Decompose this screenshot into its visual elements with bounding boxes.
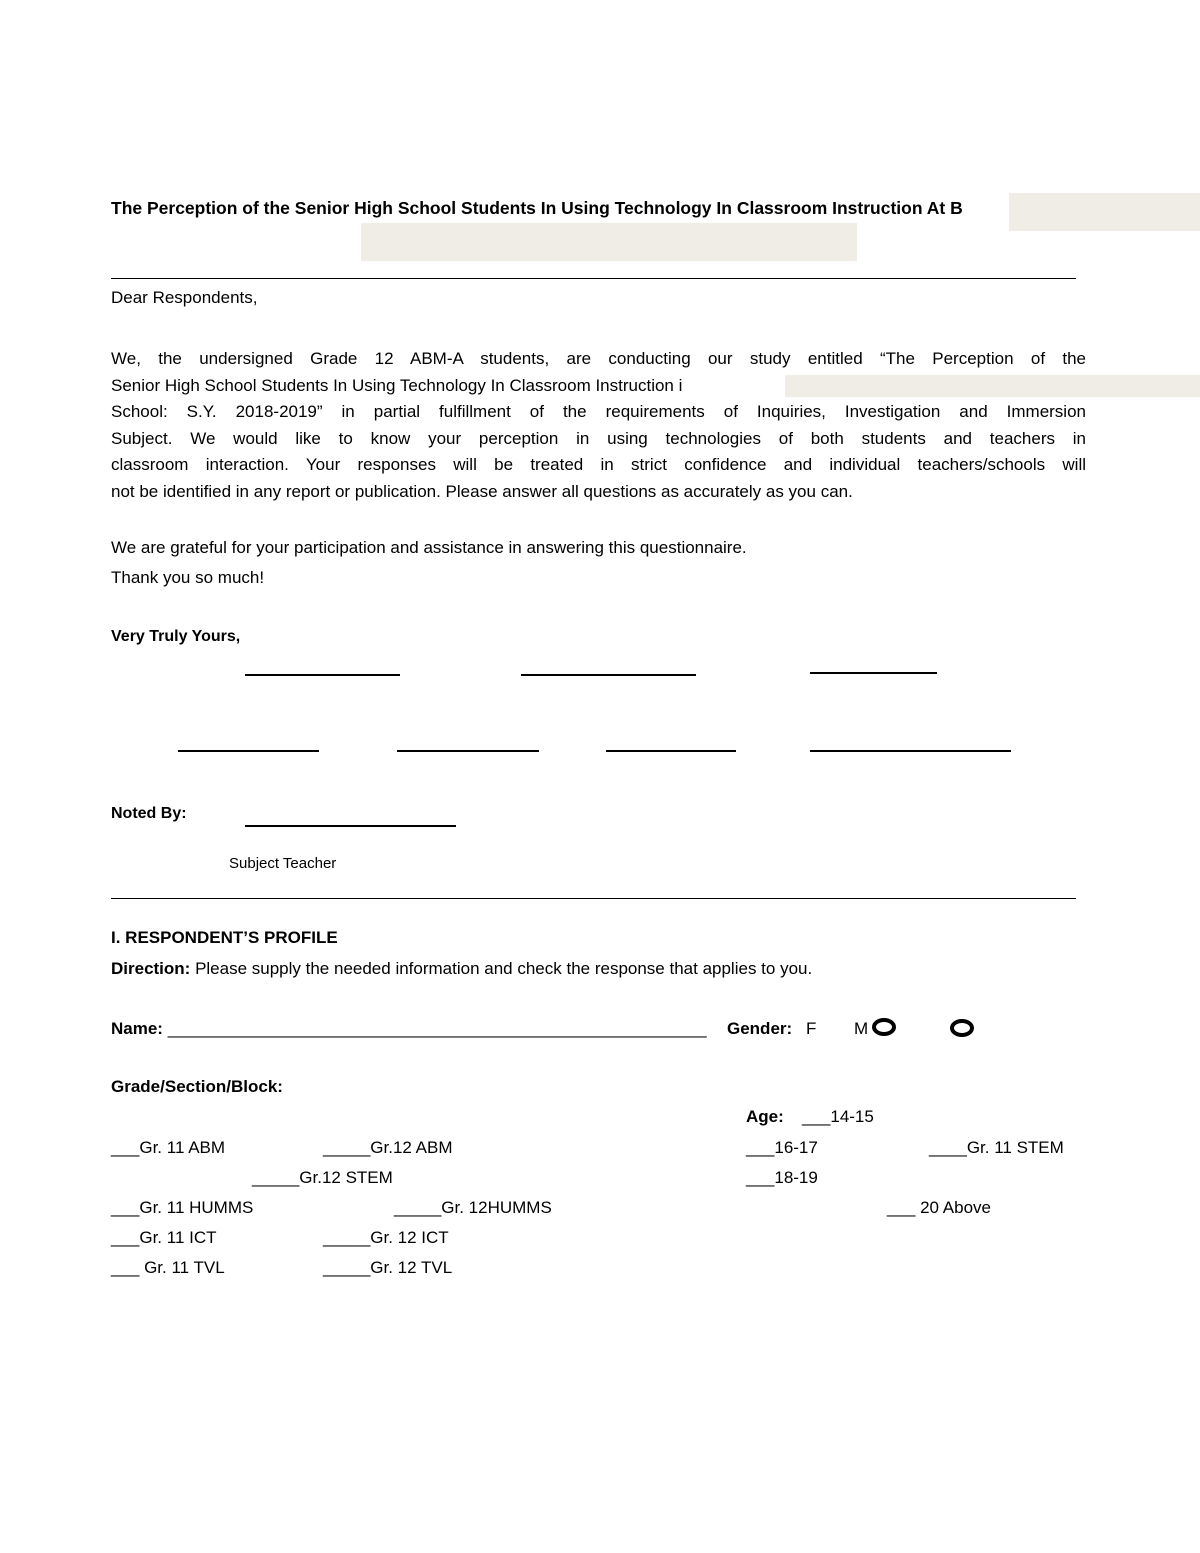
signature-line — [245, 825, 456, 827]
salutation: Dear Respondents, — [111, 288, 258, 307]
age-option[interactable]: ___14-15 — [802, 1107, 874, 1126]
gender-option-f: F — [806, 1019, 817, 1038]
age-option[interactable]: ___16-17 — [746, 1138, 818, 1157]
signature-line — [178, 750, 319, 752]
grade-option[interactable]: ___Gr. 11 ABM — [111, 1138, 226, 1157]
direction-body: Please supply the needed information and check the response that applies to you. — [190, 959, 813, 978]
grade-option[interactable]: ___ Gr. 11 TVL — [111, 1258, 225, 1277]
grade-option[interactable]: _____Gr. 12 TVL — [323, 1258, 453, 1277]
gratitude-text: We are grateful for your participation and assistance in answering this questionnaire. — [111, 538, 747, 557]
closing-text: Very Truly Yours, — [111, 628, 241, 645]
signature-line — [810, 672, 937, 674]
intro-line: classroom interaction. Your responses will be treated in strict confidence and individual teachers/schools will — [111, 455, 1086, 474]
redaction-block — [361, 223, 857, 261]
age-label: Age: — [746, 1107, 784, 1126]
grade-option[interactable]: ___Gr. 11 HUMMS — [111, 1198, 254, 1217]
name-blank[interactable]: _________________________________________________________ — [162, 1019, 707, 1038]
signature-line — [606, 750, 736, 752]
gender-option-m: M — [854, 1019, 869, 1038]
age-option[interactable]: ___18-19 — [746, 1168, 818, 1187]
redaction-block — [1009, 193, 1200, 231]
signature-line — [521, 674, 696, 676]
grade-option[interactable]: ____Gr. 11 STEM — [929, 1138, 1064, 1157]
noted-by-label: Noted By: — [111, 805, 187, 822]
redaction-block — [785, 375, 1200, 397]
horizontal-rule — [111, 898, 1076, 899]
intro-line: Senior High School Students In Using Technology In Classroom Instruction i — [111, 375, 683, 395]
grade-option[interactable]: _____Gr.12 ABM — [323, 1138, 453, 1157]
profile-heading: I. RESPONDENT’S PROFILE — [111, 928, 338, 947]
direction-text — [111, 959, 812, 979]
horizontal-rule — [111, 278, 1076, 279]
grade-option[interactable]: _____Gr. 12HUMMS — [394, 1198, 552, 1217]
name-label: Name: — [111, 1019, 163, 1038]
grade-option[interactable]: _____Gr.12 STEM — [252, 1168, 393, 1187]
signature-line — [810, 750, 1011, 752]
thanks-text: Thank you so much! — [111, 568, 265, 587]
grade-section-label: Grade/Section/Block: — [111, 1077, 283, 1096]
gender-checkbox-f[interactable] — [872, 1018, 896, 1036]
intro-line: School: S.Y. 2018-2019” in partial fulfillment of the requirements of Inquiries, Investigation and Immersion — [111, 402, 1086, 421]
document-title: The Perception of the Senior High School Students In Using Technology In Classroom Instruction At B — [111, 198, 963, 218]
name-row — [111, 1019, 707, 1039]
subject-teacher-label: Subject Teacher — [229, 855, 337, 872]
signature-line — [397, 750, 539, 752]
direction-label: Direction: — [111, 959, 191, 978]
intro-line: Subject. We would like to know your perception in using technologies of both students and teachers in — [111, 428, 1086, 448]
intro-paragraph — [111, 346, 1086, 505]
intro-line: We, the undersigned Grade 12 ABM-A students, are conducting our study entitled “The Perception of the — [111, 349, 1086, 368]
gender-checkbox-m[interactable] — [950, 1019, 974, 1037]
gender-label: Gender: — [727, 1019, 793, 1038]
intro-line: not be identified in any report or publication. Please answer all questions as accurately as you can. — [111, 481, 853, 501]
grade-option[interactable]: _____Gr. 12 ICT — [323, 1228, 449, 1247]
signature-line — [245, 674, 400, 676]
age-option[interactable]: ___ 20 Above — [887, 1198, 991, 1217]
grade-option[interactable]: ___Gr. 11 ICT — [111, 1228, 217, 1247]
